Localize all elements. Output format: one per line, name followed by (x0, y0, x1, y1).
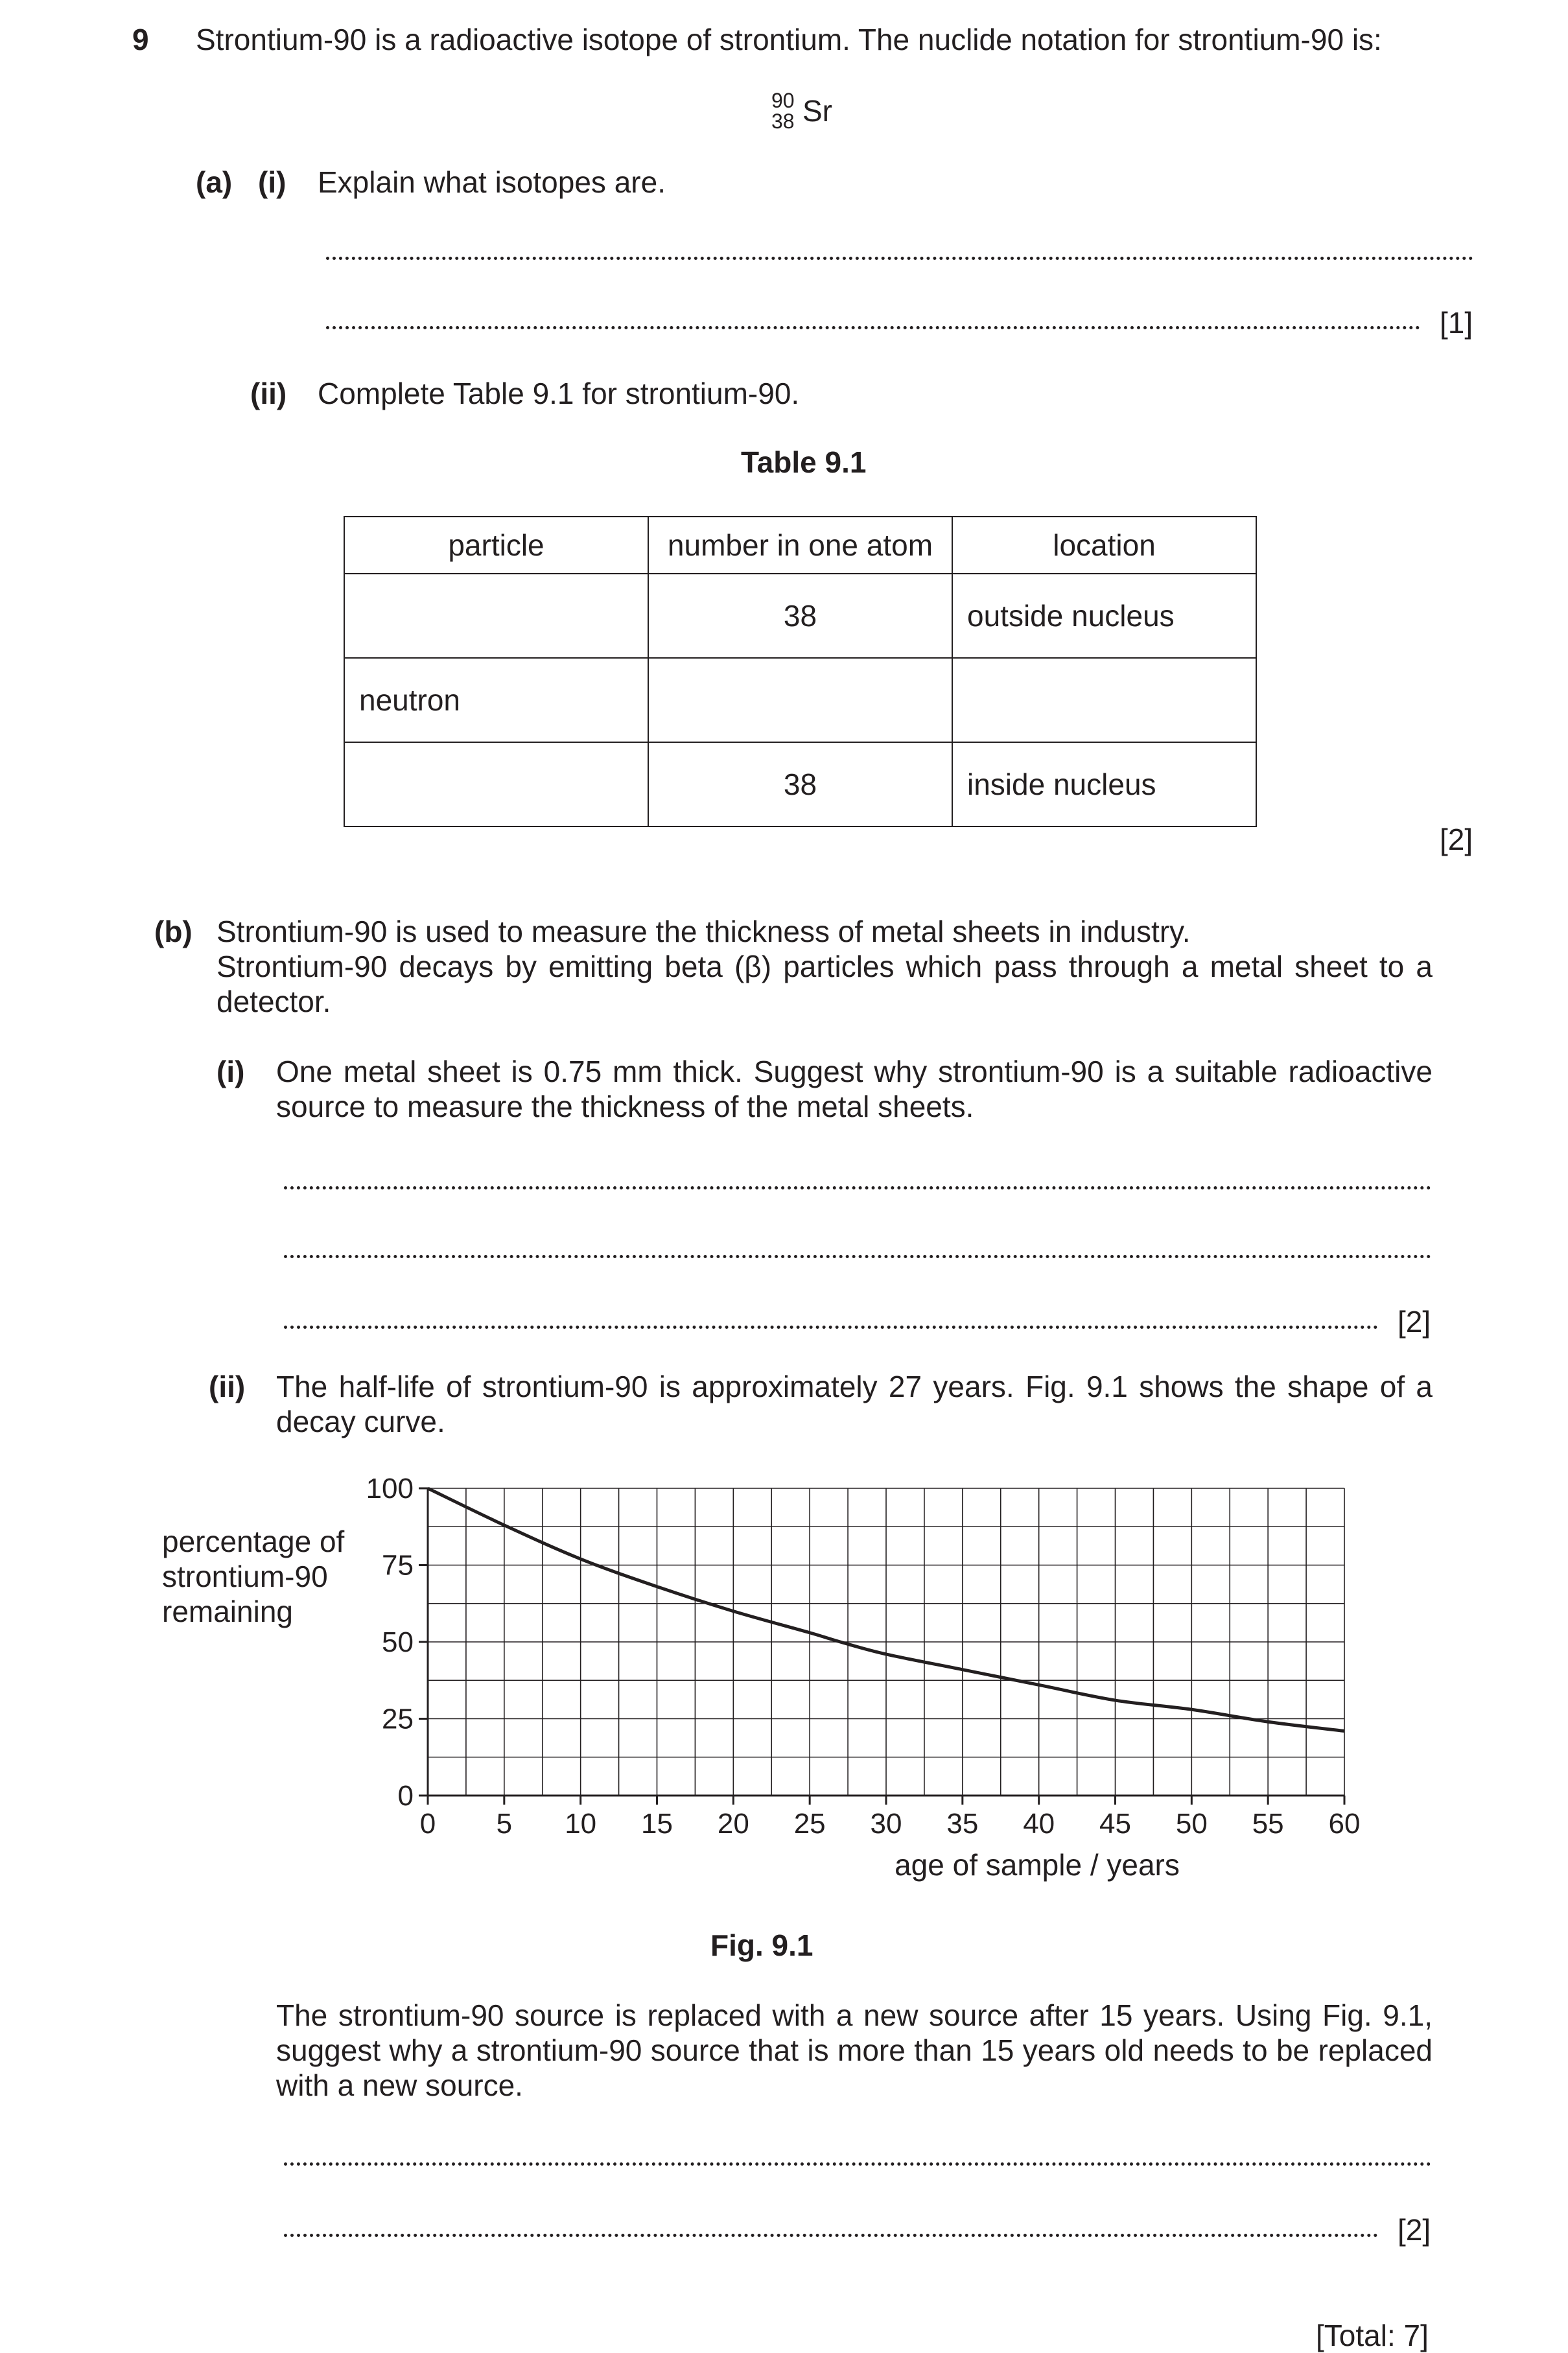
table-cell: inside nucleus (952, 742, 1256, 826)
question-intro: Strontium-90 is a radioactive isotope of strontium. The nuclide notation for strontium-90 is: (196, 23, 1382, 56)
mark-allocation: [2] (1440, 823, 1473, 856)
x-tick-label: 55 (1252, 1808, 1284, 1840)
table-cell[interactable] (648, 658, 952, 742)
part-b-ii-label: (ii) (209, 1370, 246, 1403)
x-tick-label: 45 (1099, 1808, 1131, 1840)
mass-number: 90 (771, 89, 795, 112)
x-tick-label: 50 (1175, 1808, 1208, 1840)
part-a-ii-label: (ii) (250, 377, 287, 410)
x-tick-label: 60 (1328, 1808, 1361, 1840)
y-axis-label-line: remaining (162, 1595, 293, 1628)
table-caption: Table 9.1 (741, 445, 867, 479)
x-tick-label: 40 (1023, 1808, 1055, 1840)
part-b-i-text: One metal sheet is 0.75 mm thick. Suggest why strontium-90 is a suitable radioactive source to measure the thickness of the metal sheets. (276, 1055, 1433, 1123)
answer-line[interactable] (284, 2162, 1431, 2166)
answer-line[interactable] (284, 1255, 1431, 1258)
x-tick-label: 0 (419, 1808, 436, 1840)
question-number: 9 (132, 23, 149, 56)
table-row (344, 742, 1256, 826)
table-cell: 38 (648, 574, 952, 658)
x-tick-label: 5 (496, 1808, 513, 1840)
header-number-in-one-atom: number in one atom (648, 517, 952, 574)
answer-line[interactable] (326, 257, 1473, 260)
x-tick-label: 10 (565, 1808, 597, 1840)
part-a-label: (a) (196, 165, 233, 199)
mark-allocation: [2] (1398, 1305, 1431, 1339)
atomic-number: 38 (771, 110, 795, 133)
part-a-ii-text: Complete Table 9.1 for strontium-90. (318, 377, 800, 410)
x-tick-label: 30 (870, 1808, 902, 1840)
table-row (344, 658, 1256, 742)
decay-curve-chart (0, 1458, 1568, 1899)
figure-caption: Fig. 9.1 (710, 1928, 813, 1962)
part-a-i-text: Explain what isotopes are. (318, 165, 666, 199)
part-a-i-label: (i) (258, 165, 287, 199)
y-tick-label: 50 (382, 1626, 414, 1658)
header-location: location (952, 517, 1256, 574)
part-b-ii-followup: The strontium-90 source is replaced with a new source after 15 years. Using Fig. 9.1, suggest why a strontium-90 source that is more than 15 years old needs to be replaced with a new source. (276, 1998, 1433, 2102)
x-tick-label: 20 (717, 1808, 749, 1840)
answer-line[interactable] (284, 1186, 1431, 1189)
answer-line[interactable] (284, 2234, 1378, 2237)
table-cell: outside nucleus (952, 574, 1256, 658)
y-axis-label-line: percentage of (162, 1525, 345, 1558)
table-9-1 (344, 516, 1257, 827)
element-symbol: Sr (802, 94, 832, 128)
y-tick-label: 100 (366, 1473, 414, 1504)
table-cell[interactable] (344, 742, 648, 826)
part-b-i-label: (i) (216, 1055, 245, 1088)
part-b-label: (b) (154, 915, 193, 948)
table-cell[interactable] (952, 658, 1256, 742)
table-cell: neutron (344, 658, 648, 742)
total-marks: [Total: 7] (1316, 2319, 1429, 2352)
header-particle: particle (344, 517, 648, 574)
answer-line[interactable] (284, 1326, 1378, 1329)
y-tick-label: 0 (397, 1780, 414, 1812)
answer-line[interactable] (326, 326, 1420, 329)
table-header-row (344, 517, 1256, 574)
y-axis-label-line: strontium-90 (162, 1560, 328, 1593)
table-cell: 38 (648, 742, 952, 826)
x-axis-label: age of sample / years (895, 1848, 1180, 1882)
y-tick-label: 25 (382, 1703, 414, 1735)
part-b-intro-line2: Strontium-90 decays by emitting beta (β) particles which pass through a metal sheet to a detector. (216, 950, 1433, 1018)
table-row (344, 574, 1256, 658)
x-tick-label: 35 (946, 1808, 979, 1840)
x-tick-label: 15 (641, 1808, 673, 1840)
y-tick-label: 75 (382, 1549, 414, 1582)
mark-allocation: [2] (1398, 2213, 1431, 2247)
part-b-ii-text: The half-life of strontium-90 is approximately 27 years. Fig. 9.1 shows the shape of a decay curve. (276, 1370, 1433, 1438)
table-cell[interactable] (344, 574, 648, 658)
x-tick-label: 25 (793, 1808, 826, 1840)
part-b-intro-line1: Strontium-90 is used to measure the thickness of metal sheets in industry. (216, 915, 1191, 948)
mark-allocation: [1] (1440, 306, 1473, 340)
